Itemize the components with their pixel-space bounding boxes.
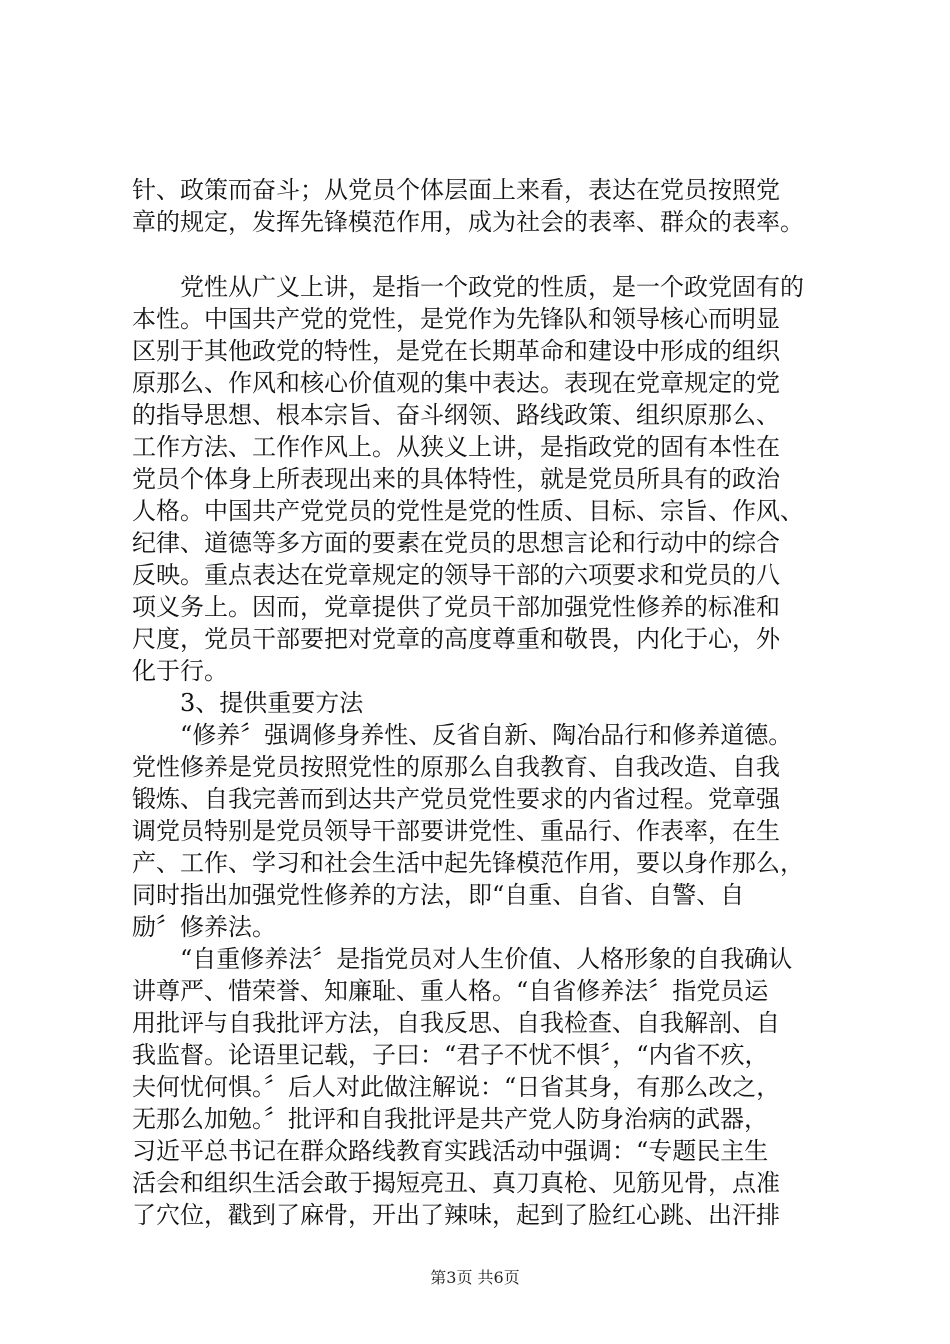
text-line: 工作方法、工作作风上。从狭义上讲，是指政党的固有本性在 bbox=[132, 433, 780, 461]
text-line: 活会和组织生活会敢于揭短亮丑、真刀真枪、见筋见骨，点准 bbox=[132, 1169, 780, 1197]
text-line: 项义务上。因而，党章提供了党员干部加强党性修养的标准和 bbox=[132, 593, 780, 621]
text-line: 区别于其他政党的特性，是党在长期革命和建设中形成的组织 bbox=[132, 337, 780, 365]
text-line: 讲尊严、惜荣誉、知廉耻、重人格。“自省修养法〞指党员运 bbox=[132, 977, 769, 1005]
text-line: “修养〞强调修身养性、反省自新、陶冶品行和修养道德。 bbox=[180, 721, 793, 749]
paragraph bbox=[132, 271, 852, 687]
text-line: 化于行。 bbox=[132, 657, 228, 685]
text-line: 纪律、道德等多方面的要素在党员的思想言论和行动中的综合 bbox=[132, 529, 780, 557]
text-line: 了穴位，戳到了麻骨，开出了辣味，起到了脸红心跳、出汗排 bbox=[132, 1201, 780, 1229]
text-line: 尺度，党员干部要把对党章的高度尊重和敬畏，内化于心，外 bbox=[132, 625, 780, 653]
text-line: 同时指出加强党性修养的方法，即“自重、自省、自警、自 bbox=[132, 881, 745, 909]
text-line: 夫何忧何惧。〞后人对此做注解说：“日省其身，有那么改之， bbox=[132, 1073, 781, 1101]
paragraph-gap bbox=[132, 238, 852, 271]
text-line: “自重修养法〞是指党员对人生价值、人格形象的自我确认 bbox=[180, 945, 793, 973]
paragraph bbox=[132, 174, 852, 238]
text-line: 党性从广义上讲，是指一个政党的性质，是一个政党固有的 bbox=[180, 273, 804, 301]
text-line: 章的规定，发挥先锋模范作用，成为社会的表率、群众的表率。 bbox=[132, 208, 804, 236]
text-line: 3、提供重要方法 bbox=[180, 689, 364, 717]
page-number: 第3页 共6页 bbox=[430, 1268, 520, 1287]
text-line: 习近平总书记在群众路线教育实践活动中强调：“专题民主生 bbox=[132, 1137, 769, 1165]
text-line: 人格。中国共产党党员的党性是党的性质、目标、宗旨、作风、 bbox=[132, 497, 804, 525]
text-line: 原那么、作风和核心价值观的集中表达。表现在党章规定的党 bbox=[132, 369, 780, 397]
text-line: 的指导思想、根本宗旨、奋斗纲领、路线政策、组织原那么、 bbox=[132, 401, 780, 429]
text-line: 反映。重点表达在党章规定的领导干部的六项要求和党员的八 bbox=[132, 561, 780, 589]
text-line: 用批评与自我批评方法，自我反思、自我检查、自我解剖、自 bbox=[132, 1009, 780, 1037]
text-line: 党性修养是党员按照党性的原那么自我教育、自我改造、自我 bbox=[132, 753, 780, 781]
text-line: 针、政策而奋斗；从党员个体层面上来看，表达在党员按照党 bbox=[132, 176, 780, 204]
section-heading bbox=[132, 687, 852, 719]
text-line: 调党员特别是党员领导干部要讲党性、重品行、作表率，在生 bbox=[132, 817, 780, 845]
paragraph bbox=[132, 943, 852, 1231]
text-line: 党员个体身上所表现出来的具体特性，就是党员所具有的政治 bbox=[132, 465, 780, 493]
text-line: 本性。中国共产党的党性，是党作为先锋队和领导核心而明显 bbox=[132, 305, 780, 333]
document-body bbox=[132, 174, 852, 1231]
paragraph bbox=[132, 719, 852, 943]
text-line: 励〞修养法。 bbox=[132, 913, 276, 941]
page-footer bbox=[0, 1268, 950, 1288]
text-line: 产、工作、学习和社会生活中起先锋模范作用，要以身作那么， bbox=[132, 849, 804, 877]
text-line: 锻炼、自我完善而到达共产党员党性要求的内省过程。党章强 bbox=[132, 785, 780, 813]
text-line: 我监督。论语里记载，子曰：“君子不忧不惧〞，“内省不疚， bbox=[132, 1041, 769, 1069]
text-line: 无那么加勉。〞批评和自我批评是共产党人防身治病的武器， bbox=[132, 1105, 768, 1133]
